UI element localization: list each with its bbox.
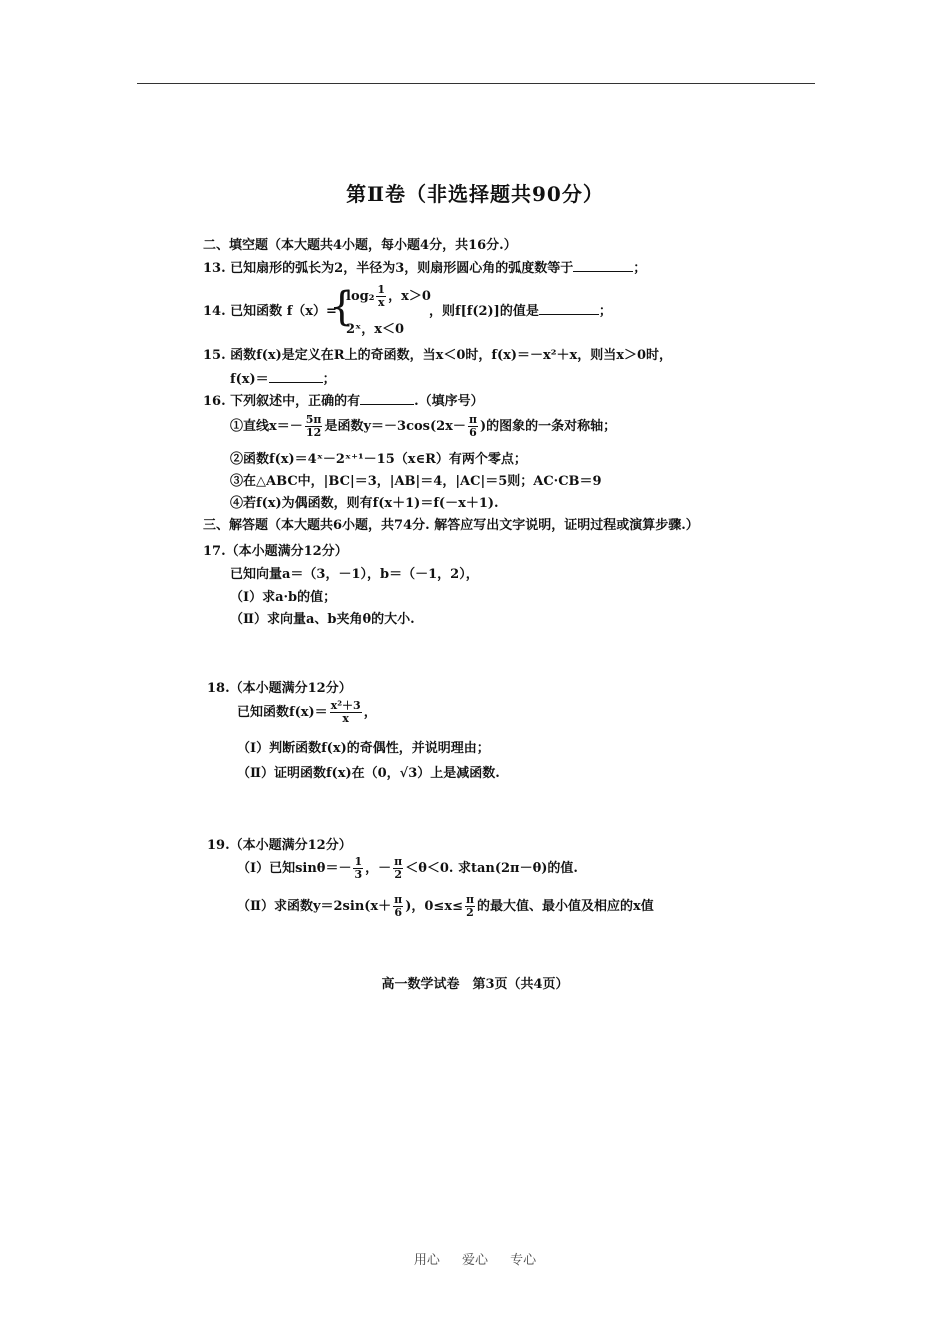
statement-1: ①直线x＝－ $\frac{5\pi}{12}$ 是函数y＝－3cos(2x－ $\frac{\pi}{6}$ )的图象的一条对称轴； [230, 413, 617, 439]
q16-blank[interactable] [360, 392, 414, 405]
q17-part1: （Ⅰ）求a·b的值； [230, 590, 337, 605]
q18-part1: （Ⅰ）判断函数f(x)的奇偶性，并说明理由； [237, 741, 490, 756]
question-16: 16. 下列叙述中，正确的有 .（填序号） [203, 394, 484, 409]
q18-part2: （Ⅱ）证明函数f(x)在（0，√3）上是减函数. [237, 766, 500, 781]
section2-heading: 二、填空题（本大题共4小题，每小题4分，共16分.） [203, 238, 517, 253]
q14-tail: ，则f[f(2)]的值是 ； [429, 304, 612, 319]
q19-part1: （Ⅰ）已知sinθ＝－ $\frac{1}{3}$ ，－ $\frac{\pi}{2}$ ＜θ＜0. 求tan(2π－θ)的值. [237, 855, 578, 881]
question-15-line1: 15. 函数f(x)是定义在R上的奇函数，当x＜0时，f(x)＝－x²＋x，则当x＞0时， [203, 348, 673, 363]
q17-given: 已知向量a＝（3，－1），b＝（－1，2）， [230, 567, 479, 582]
statement-2: ②函数f(x)＝4ˣ－2ˣ⁺¹－15（x∈R）有两个零点； [230, 452, 527, 467]
page-title: 第Ⅱ卷（非选择题共90分） [346, 182, 604, 206]
q13-end: ； [633, 261, 647, 276]
page-footer: 高一数学试卷 第3页（共4页） [381, 977, 569, 992]
q18-given: 已知函数f(x)＝ $\frac{\text{x²＋3}}{x}$ ， [237, 699, 377, 725]
statement-3: ③在△ABC中，|BC|＝3，|AB|＝4，|AC|＝5则；AC·CB＝9 [230, 474, 602, 489]
q14-lead: 14. 已知函数 f（x）= [203, 304, 337, 319]
q17-heading: 17.（本小题满分12分） [203, 544, 348, 559]
q19-part2: （Ⅱ）求函数y＝2sin(x＋ $\frac{\pi}{6}$ )，0≤x≤ $\frac{\pi}{2}$ 的最大值、最小值及相应的x值 [237, 893, 654, 919]
q14-piece1: log₂ $\frac{1}{x}$ ，x＞0 [346, 283, 431, 309]
q13-blank[interactable] [573, 259, 633, 272]
q17-part2: （Ⅱ）求向量a、b夹角θ的大小. [230, 612, 415, 627]
q14-brace: { [329, 284, 355, 330]
question-13 [203, 257, 646, 276]
q18-heading: 18.（本小题满分12分） [207, 681, 352, 696]
section3-heading: 三、解答题（本大题共6小题，共74分. 解答应写出文字说明，证明过程或演算步骤.） [203, 518, 699, 533]
question-15-line2: f(x)＝ ； [230, 372, 336, 387]
statement-4: ④若f(x)为偶函数，则有f(x＋1)＝f(－x＋1). [230, 496, 499, 511]
q19-heading: 19.（本小题满分12分） [207, 838, 352, 853]
q15-blank[interactable] [269, 370, 323, 383]
top-rule [137, 83, 815, 84]
q13-text: 13. 已知扇形的弧长为2，半径为3，则扇形圆心角的弧度数等于 [203, 261, 574, 276]
bottom-slogan: 用心 爱心 专心 [413, 1253, 537, 1268]
q14-piece2: 2ˣ，x＜0 [346, 322, 405, 337]
